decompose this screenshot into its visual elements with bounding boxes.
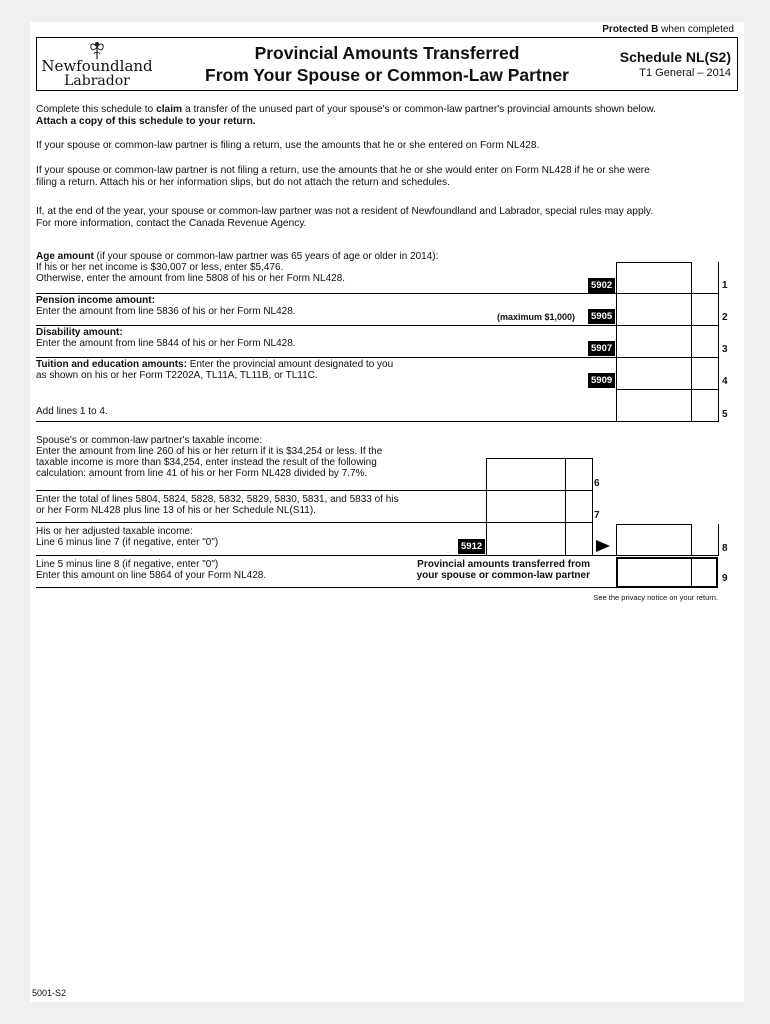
age-amount-field[interactable] xyxy=(616,262,692,294)
intro-paragraph-2: If your spouse or common-law partner is filing a return, use the amounts that he or she entered on Form NL428. xyxy=(36,140,540,151)
intro-p1-bold: claim xyxy=(156,104,183,115)
intro-p1-pre: Complete this schedule to xyxy=(36,104,157,115)
disability-text xyxy=(36,327,506,349)
line-8-inner-edge xyxy=(592,523,593,556)
intro-p4-line1: If, at the end of the year, your spouse or common-law partner was not a resident of Newfoundland and Labrador, special rules may apply. xyxy=(36,206,654,217)
age-amount-line3: Otherwise, enter the amount from line 5808 of his or her Form NL428. xyxy=(36,273,346,284)
spouse-taxable-income-field[interactable] xyxy=(486,458,566,491)
line-number-8: 8 xyxy=(722,543,728,554)
intro-paragraph-4 xyxy=(36,206,736,230)
intro-p3-line2: filing a return. Attach his or her information slips, but do not attach the return and schedules. xyxy=(36,177,450,188)
title-line-1: Provincial Amounts Transferred xyxy=(254,43,520,63)
line-5-rule xyxy=(36,421,718,422)
disability-title: Disability amount: xyxy=(36,327,123,338)
intro-paragraph-3 xyxy=(36,165,736,189)
line-number-7: 7 xyxy=(594,510,600,521)
age-amount-rest: (if your spouse or common-law partner was 65 years of age or older in 2014): xyxy=(93,251,439,262)
protected-b-rest: when completed xyxy=(658,24,734,35)
add-lines-text: Add lines 1 to 4. xyxy=(36,406,108,417)
logo-text-labrador: Labrador xyxy=(64,73,130,89)
code-5912: 5912 xyxy=(458,539,485,554)
disability-line2: Enter the amount from line 5844 of his or her Form NL428. xyxy=(36,338,296,349)
protected-b-label xyxy=(602,24,734,35)
total-lines-line1: Enter the total of lines 5804, 5824, 5828, 5832, 5829, 5830, 5831, and 5833 of his xyxy=(36,494,399,505)
schedule-name: Schedule NL(S2) xyxy=(619,49,731,65)
code-5907: 5907 xyxy=(588,341,615,356)
adjusted-income-line2: Line 6 minus line 7 (if negative, enter "0") xyxy=(36,537,219,548)
form-page xyxy=(30,22,744,1002)
form-identifier: 5001-S2 xyxy=(32,988,67,998)
intro-p1-line2: Attach a copy of this schedule to your return. xyxy=(36,116,256,127)
spouse-income-line4: calculation: amount from line 41 of his or her Form NL428 divided by 7.7%. xyxy=(36,468,368,479)
intro-p1-post: a transfer of the unused part of your spouse's or common-law partner's provincial amounts shown below. xyxy=(182,104,657,115)
form-year: T1 General – 2014 xyxy=(639,67,731,79)
line-8-transfer-field[interactable] xyxy=(616,524,692,556)
spouse-income-line1: Spouse's or common-law partner's taxable income: xyxy=(36,435,263,446)
privacy-notice: See the privacy notice on your return. xyxy=(593,593,718,602)
provincial-amounts-label xyxy=(380,559,590,581)
line-9-line2: Enter this amount on line 5864 of your Form NL428. xyxy=(36,570,267,581)
adjusted-income-text xyxy=(36,526,476,548)
pension-title: Pension income amount: xyxy=(36,295,155,306)
total-lines-1-4-field[interactable] xyxy=(616,390,692,422)
code-5902: 5902 xyxy=(588,278,615,293)
provincial-amounts-transferred-field[interactable] xyxy=(616,557,718,588)
line-number-6: 6 xyxy=(594,478,600,489)
form-title xyxy=(187,42,587,86)
line-number-1: 1 xyxy=(722,280,728,291)
schedule-identifier xyxy=(620,48,731,80)
title-line-2: From Your Spouse or Common-Law Partner xyxy=(205,65,569,85)
total-lines-text xyxy=(36,494,486,516)
pension-maximum: (maximum $1,000) xyxy=(497,312,576,322)
spouse-taxable-income-text xyxy=(36,435,476,479)
pension-line2: Enter the amount from line 5836 of his or her Form NL428. xyxy=(36,306,296,317)
code-5909: 5909 xyxy=(588,373,615,388)
adjusted-income-field[interactable] xyxy=(486,523,566,556)
spouse-income-line2: Enter the amount from line 260 of his or her return if it is $34,254 or less. If the xyxy=(36,446,383,457)
line-9-cents-divider xyxy=(691,559,692,586)
disability-amount-field[interactable] xyxy=(616,326,692,358)
line-number-9: 9 xyxy=(722,573,728,584)
pension-text xyxy=(36,295,506,317)
line-9-rule xyxy=(36,587,616,588)
line-number-4: 4 xyxy=(722,376,728,387)
intro-p3-line1: If your spouse or common-law partner is not filing a return, use the amounts that he or she would enter on Form NL428 if he or she were xyxy=(36,165,650,176)
intro-paragraph-1 xyxy=(36,104,736,128)
adjusted-income-line1: His or her adjusted taxable income: xyxy=(36,526,193,537)
pension-amount-field[interactable] xyxy=(616,294,692,326)
age-amount-line2: If his or her net income is $30,007 or less, enter $5,476. xyxy=(36,262,284,273)
newfoundland-labrador-logo xyxy=(41,40,153,88)
arrow-right-icon xyxy=(596,540,610,552)
spouse-income-line3: taxable income is more than $34,254, enter instead the result of the following xyxy=(36,457,377,468)
total-lines-field[interactable] xyxy=(486,491,566,523)
line-8-rule xyxy=(36,555,718,556)
amount-column-right-edge xyxy=(718,262,719,422)
protected-b-bold: Protected B xyxy=(602,24,659,35)
tuition-amount-field[interactable] xyxy=(616,358,692,390)
provincial-amounts-line2: your spouse or common-law partner xyxy=(416,570,590,581)
line-9-text xyxy=(36,559,356,581)
intro-p4-line2: For more information, contact the Canada Revenue Agency. xyxy=(36,218,307,229)
line-8-right-edge xyxy=(718,524,719,556)
age-amount-text xyxy=(36,251,596,284)
line-number-5: 5 xyxy=(722,409,728,420)
tuition-line2: as shown on his or her Form T2202A, TL11A, TL11B, or TL11C. xyxy=(36,370,318,381)
tuition-title: Tuition and education amounts: xyxy=(36,359,187,370)
age-amount-title: Age amount xyxy=(36,251,94,262)
provincial-amounts-line1: Provincial amounts transferred from xyxy=(417,559,590,570)
tuition-text xyxy=(36,359,536,381)
code-5905: 5905 xyxy=(588,309,615,324)
line-6-right-edge xyxy=(592,458,593,491)
line-number-2: 2 xyxy=(722,312,728,323)
line-6-top-rule xyxy=(565,458,592,459)
header-box xyxy=(36,37,738,91)
logo-text-newfoundland: Newfoundland xyxy=(41,57,153,75)
line-number-3: 3 xyxy=(722,344,728,355)
line-7-right-edge xyxy=(592,491,593,523)
total-lines-line2: or her Form NL428 plus line 13 of his or her Schedule NL(S11). xyxy=(36,505,316,516)
line-9-line1: Line 5 minus line 8 (if negative, enter "0") xyxy=(36,559,219,570)
tuition-rest: Enter the provincial amount designated to you xyxy=(186,359,394,370)
